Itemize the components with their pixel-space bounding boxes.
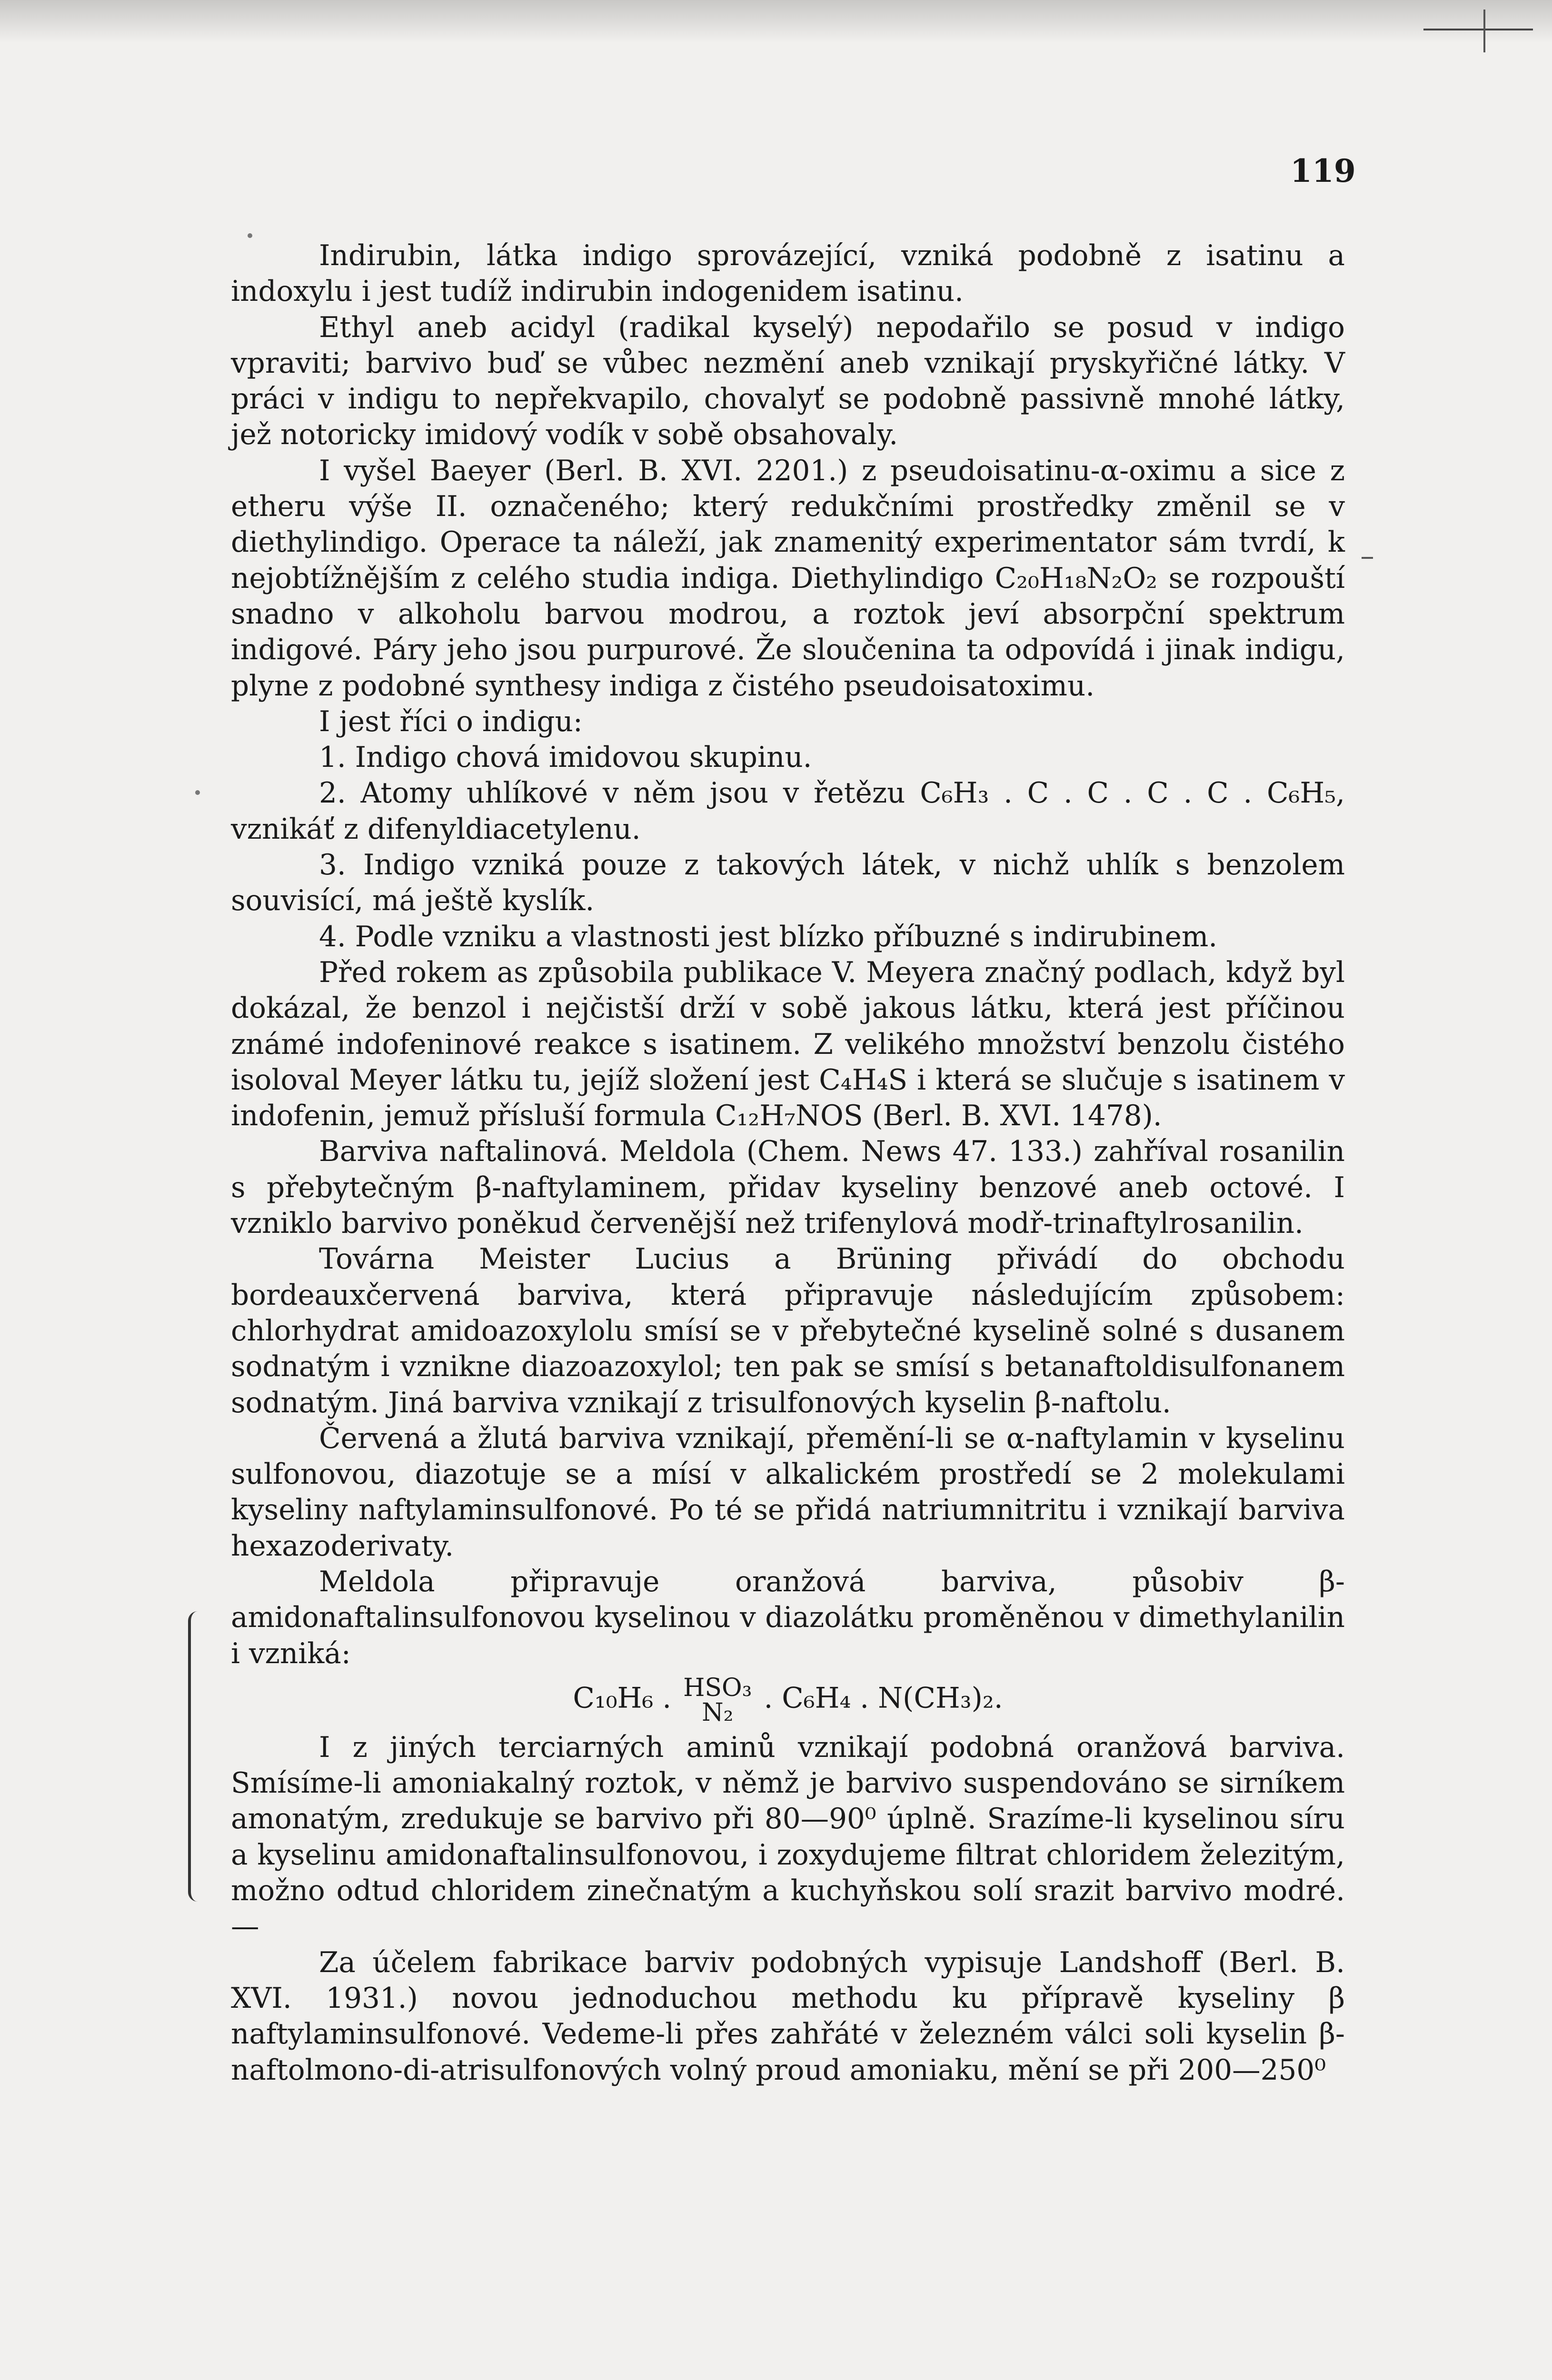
- scan-speck: [248, 233, 252, 238]
- formula-right: . C₆H₄ . N(CH₃)₂.: [764, 1682, 1003, 1715]
- paragraph: Před rokem as způsobila publikace V. Meyera značný podlach, když byl dokázal, že benzol i nejčistší drží v sobě jakous látku, která jest příčinou známé indofeninové reakce s isatinem. Z velikého množství benzolu čistého isoloval Meyer látku tu, jejíž složení jest C₄H₄S i která se slučuje s isatinem v indofenin, jemuž přísluší formula C₁₂H₇NOS (Berl. B. XVI. 1478).: [231, 956, 1345, 1133]
- paragraph: Ethyl aneb acidyl (radikal kyselý) nepodařilo se posud v indigo vpraviti; barvivo buď se vůbec nezmění aneb vznikají pryskyřičné látky. V práci v indigu to nepřekvapilo, chovalyť se podobně passivně mnohé látky, jež notoricky imidový vodík v sobě obsahovaly.: [231, 311, 1345, 452]
- paragraph: Červená a žlutá barviva vznikají, přemění-li se α-naftylamin v kyselinu sulfonovou, diazotuje se a mísí v alkalickém prostředí se 2 molekulami kyseliny naftylaminsulfonové. Po té se přidá natriumnitritu i vznikají barviva hexazoderivaty.: [231, 1422, 1345, 1563]
- formula-top: HSO₃: [683, 1673, 752, 1702]
- list-item: 2. Atomy uhlíkové v něm jsou v řetězu C₆H₃ . C . C . C . C . C₆H₅, vznikáť z difenyldiacetylenu.: [231, 777, 1345, 846]
- paragraph: I z jiných terciarných aminů vznikají podobná oranžová barviva. Smísíme-li amoniakalný roztok, v němž je barvivo suspendováno se sirníkem amonatým, zredukuje se barvivo při 80—90⁰ úplně. Srazíme-li kyselinou síru a kyselinu amidonaftalinsulfonovou, i zoxydujeme filtrat chloridem železitým, možno odtud chloridem zinečnatým a kuchyňskou solí srazit barvivo modré. —: [231, 1731, 1345, 1944]
- paragraph: I jest říci o indigu:: [319, 705, 583, 738]
- body-text: [231, 238, 1345, 2088]
- margin-dash: [1362, 557, 1373, 559]
- chemical-formula: [231, 1673, 1345, 1727]
- paragraph: I vyšel Baeyer (Berl. B. XVI. 2201.) z pseudoisatinu-α-oximu a sice z etheru výše II. označeného; který redukčními prostředky změnil se v diethylindigo. Operace ta náleží, jak znamenitý experimentator sám tvrdí, k nejobtížnějším z celého studia indiga. Diethylindigo C₂₀H₁₈N₂O₂ se rozpouští snadno v alkoholu barvou modrou, a roztok jeví absorpční spektrum indigové. Páry jeho jsou purpurové. Že sloučenina ta odpovídá i jinak indigu, plyne z podobné synthesy indiga z čistého pseudoisatoximu.: [231, 454, 1345, 703]
- list-item: 4. Podle vzniku a vlastnosti jest blízko příbuzné s indirubinem.: [319, 920, 1218, 953]
- scan-top-edge: [0, 0, 1552, 43]
- paragraph: Meldola připravuje oranžová barviva, působiv β-amidonaftalinsulfonovou kyselinou v diazolátku proměněnou v dimethylanilin i vzniká:: [231, 1565, 1345, 1670]
- page-number: 119: [1290, 152, 1356, 189]
- scan-margin-mark-vertical: [1483, 10, 1485, 52]
- formula-fraction: [683, 1673, 752, 1727]
- paragraph: Za účelem fabrikace barviv podobných vypisuje Landshoff (Berl. B. XVI. 1931.) novou jednoduchou methodu ku přípravě kyseliny β naftylaminsulfonové. Vedeme-li přes zahřáté v železném válci soli kyselin β-naftolmono-di-atrisulfonových volný proud amoniaku, mění se při 200—250⁰: [231, 1946, 1345, 2087]
- scan-margin-mark: [1423, 29, 1533, 30]
- paragraph: Továrna Meister Lucius a Brüning přivádí do obchodu bordeauxčervená barviva, která připravuje následujícím způsobem: chlorhydrat amidoazoxylolu smísí se v přebytečné kyselině solné s dusanem sodnatým i vznikne diazoazoxylol; ten pak se smísí s betanaftoldisulfonanem sodnatým. Jiná barviva vznikají z trisulfonových kyselin β-naftolu.: [231, 1243, 1345, 1419]
- formula-left: C₁₀H₆ .: [573, 1682, 672, 1715]
- formula-bottom: N₂: [702, 1698, 734, 1727]
- list-item: 1. Indigo chová imidovou skupinu.: [319, 741, 812, 774]
- paragraph: Indirubin, látka indigo sprovázející, vzniká podobně z isatinu a indoxylu i jest tudíž indirubin indogenidem isatinu.: [231, 239, 1345, 308]
- list-item: 3. Indigo vzniká pouze z takových látek, v nichž uhlík s benzolem souvisící, má ještě kyslík.: [231, 849, 1345, 918]
- scan-speck: [195, 790, 200, 795]
- margin-bracket: [188, 1611, 205, 1902]
- paragraph: Barviva naftalinová. Meldola (Chem. News 47. 133.) zahříval rosanilin s přebytečným β-naftylaminem, přidav kyseliny benzové aneb octové. I vzniklo barvivo poněkud červenější než trifenylová modř-trinaftylrosanilin.: [231, 1135, 1345, 1240]
